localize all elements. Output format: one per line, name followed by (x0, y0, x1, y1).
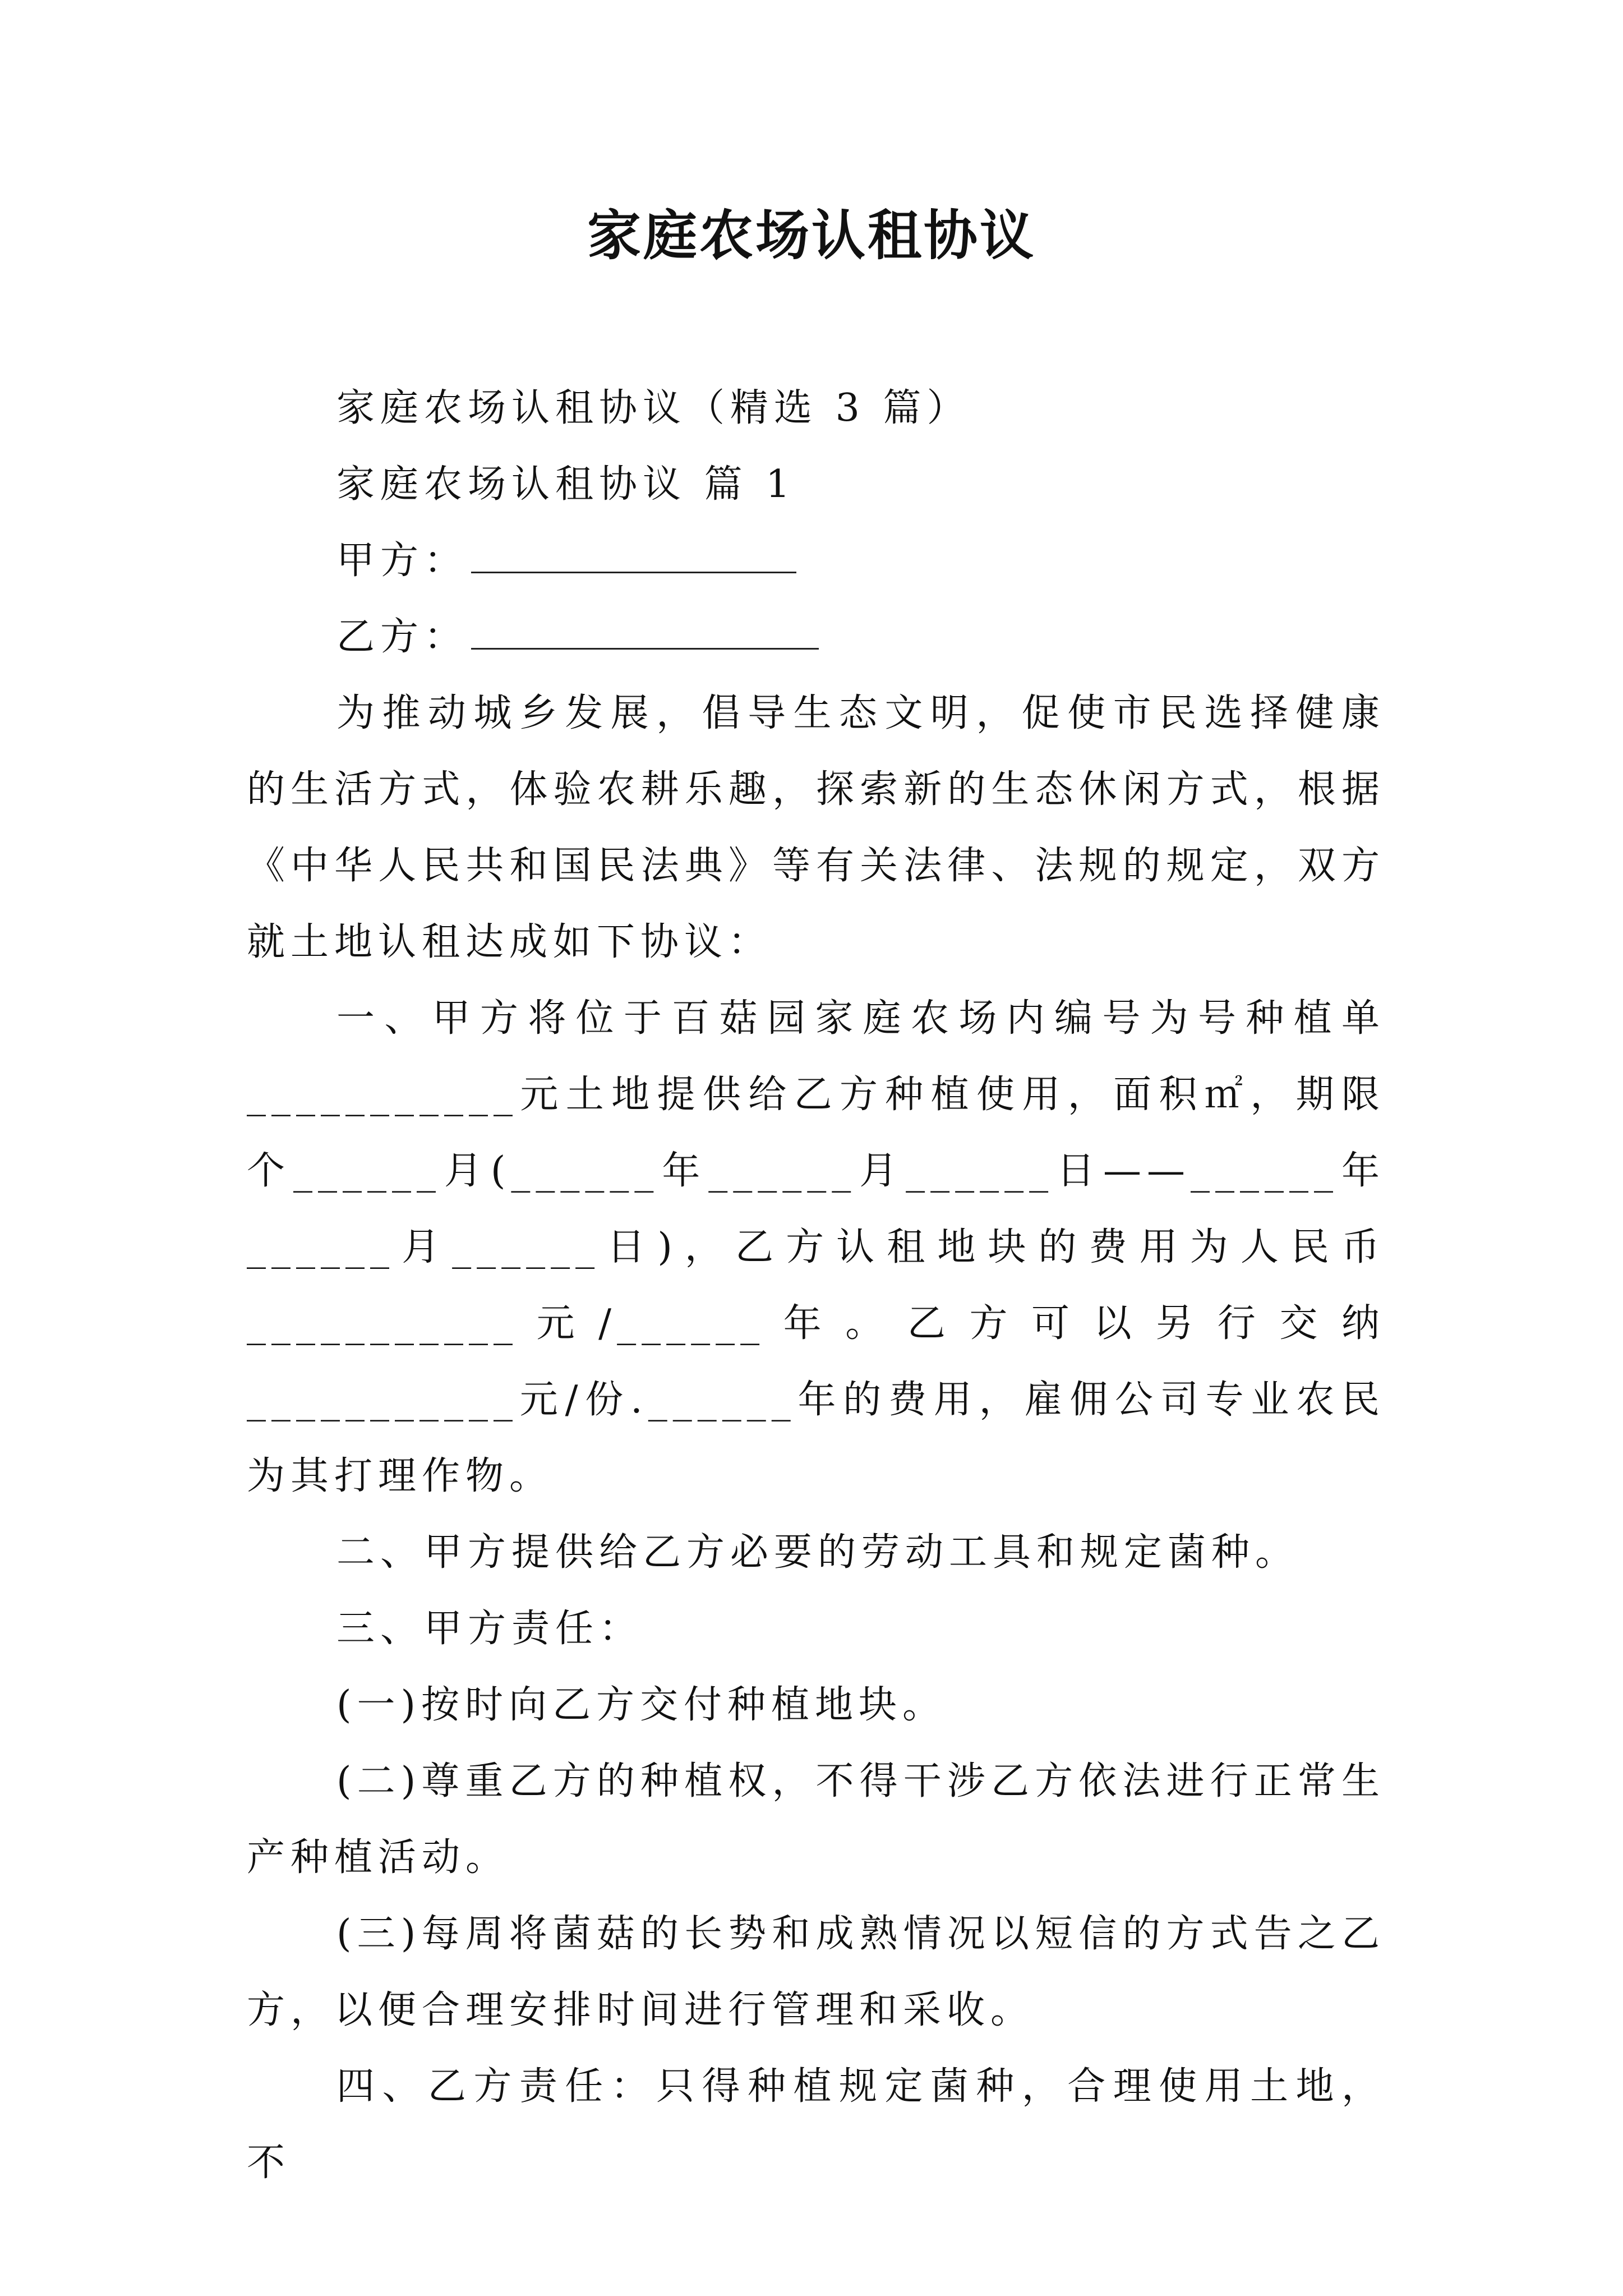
party-b-label: 乙方： (336, 615, 468, 659)
document-title: 家庭农场认租协议 (587, 204, 1036, 267)
intro-paragraph: 为推动城乡发展，倡导生态文明，促使市民选择健康的生活方式，体验农耕乐趣，探索新的生态休闲方式，根据《中华人民共和国民法典》等有关法律、法规的规定，双方就土地认租达成如下协议： (247, 691, 1385, 964)
document-body (247, 370, 1385, 2201)
party-b-blank (471, 614, 819, 650)
party-a-label: 甲方： (336, 539, 468, 583)
subtitle: 家庭农场认租协议（精选 3 篇） (336, 386, 971, 430)
clause-3-3: (三)每周将菌菇的长势和成熟情况以短信的方式告之乙方，以便合理安排时间进行管理和采收。 (247, 1912, 1385, 2032)
clause-3: 三、甲方责任： (336, 1607, 643, 1651)
clause-1: 一、甲方将位于百菇园家庭农场内编号为号种植单___________元土地提供给乙方种植使用，面积㎡，期限个______月(______年______月______日——______年______月______日)，乙方认租地块的费用为人民币___________元/______年。乙方可以另行交纳___________元/份.______年的费用，雇佣公司专业农民为其打理作物。 (247, 996, 1385, 1498)
clause-3-2: (二)尊重乙方的种植权，不得干涉乙方依法进行正常生产种植活动。 (247, 1759, 1385, 1880)
clause-3-1: (一)按时向乙方交付种植地块。 (336, 1683, 947, 1727)
clause-4: 四、乙方责任：只得种植规定菌种，合理使用土地，不 (247, 2064, 1385, 2185)
clause-2: 二、甲方提供给乙方必要的劳动工具和规定菌种。 (336, 1530, 1299, 1575)
party-a-line (247, 523, 1385, 599)
party-a-blank (471, 538, 796, 573)
party-b-line (247, 599, 1385, 675)
section-heading: 家庭农场认租协议 篇 1 (336, 462, 796, 507)
